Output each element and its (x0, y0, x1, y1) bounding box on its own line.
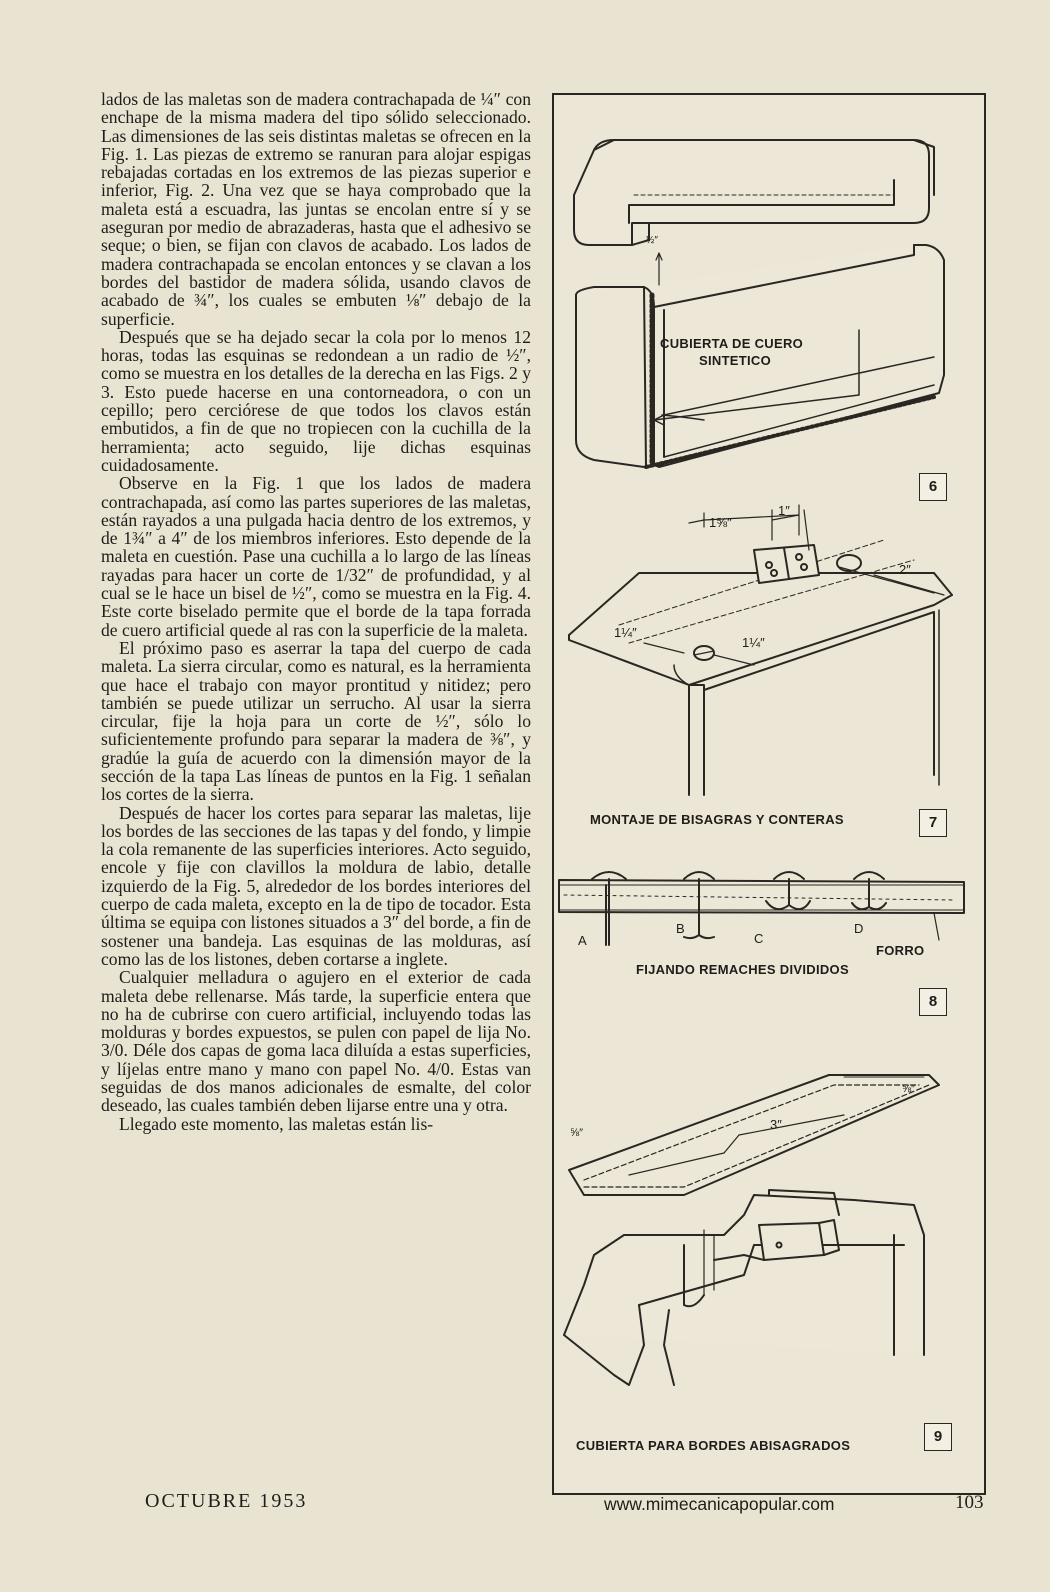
fig8-number-badge: 8 (919, 988, 947, 1016)
fig8-caption: FIJANDO REMACHES DIVIDIDOS (636, 962, 849, 977)
page-number: 103 (955, 1492, 984, 1513)
fig7-dim-1-5-8: 1⅝″ (709, 515, 732, 530)
article-paragraph: El próximo paso es aserrar la tapa del cuerpo de cada maleta. La sierra circular, como es natural, es la herramienta que hace el trabajo con mayor prontitud y nitidez; pero también se puede utilizar un serrucho. Al usar la sierra circular, fije la hoja para un corte de ½″, sólo lo suficientemente profundo para separar la madera de ⅜″, y gradúe la guía de acuerdo con la dimensión mayor de la sección de la tapa Las líneas de puntos en la Fig. 1 señalan los cortes de la sierra. (101, 637, 531, 805)
fig9-drawing (564, 1075, 939, 1385)
issue-date: OCTUBRE 1953 (145, 1490, 308, 1512)
fig9-caption: CUBIERTA PARA BORDES ABISAGRADOS (576, 1438, 851, 1453)
fig7-dim-1-1-4-left: 1¼″ (614, 625, 637, 640)
site-url[interactable]: www.mimecanicapopular.com (604, 1494, 835, 1514)
fig8-label-b: B (676, 921, 685, 936)
fig6-drawing (574, 140, 944, 467)
article-paragraph: Llegado este momento, las maletas están lis- (119, 1113, 434, 1134)
figures-illustration (554, 95, 984, 1493)
article-paragraph: Después de hacer los cortes para separar las maletas, lije los bordes de las secciones de las tapas y del fondo, y limpie la cola remanente de las superficies interiores. Acto seguido, encole y fije con clavillos la moldura de labio, detalle izquierdo de la Fig. 5, alrededor de los bordes interiores del cuerpo de cada maleta, excepto en la de tipo de tocador. Esta última se equipa con listones situados a 3″ del borde, a fin de sostener una bandeja. Las esquinas de las molduras, así como las de los listones, deben cortarse a inglete. (101, 802, 531, 969)
fig8-label-a: A (578, 933, 587, 948)
fig8-forro-label: FORRO (876, 943, 925, 958)
fig6-number-badge: 6 (919, 473, 947, 501)
fig7-caption: MONTAJE DE BISAGRAS Y CONTERAS (590, 812, 844, 827)
fig9-dim-3: 3″ (770, 1117, 782, 1132)
fig7-dim-1-1-4-right: 1¼″ (742, 635, 765, 650)
article-paragraph: Cualquier melladura o agujero en el exterior de cada maleta debe rellenarse. Más tarde, la superficie entera que no ha de cubrirse con cuero artificial, incluyendo todas las molduras y bordes expuestos, se pulen con papel de lija No. 3/0. Déle dos capas de goma laca diluída a estas superficies, y líjelas entre mano y mano con papel No. 4/0. Estas van seguidas de dos manos adicionales de esmalte, del color deseado, las cuales también deben lijarse entre una y otra. (101, 967, 531, 1116)
fig9-dim-5-8-left: ⅝″ (570, 1127, 584, 1139)
figures-panel (552, 93, 986, 1495)
fig8-label-d: D (854, 921, 864, 936)
fig7-dim-2: 2″ (899, 562, 911, 577)
fig9-dim-5-8-right: ⅝″ (902, 1083, 916, 1095)
article-paragraph: Después que se ha dejado secar la cola por lo menos 12 horas, todas las esquinas se redondean a un radio de ½″, como se muestra en los detalles de la derecha en las Figs. 2 y 3. Esto puede hacerse en una contorneadora, o con un cepillo; pero cerciórese de que todos los clavos están embutidos, a fin de que no tropiecen con la cuchilla de la herramienta; acto seguido, lije dichas esquinas cuidadosamente. (101, 326, 531, 475)
article-paragraph: Observe en la Fig. 1 que los lados de madera contrachapada, así como las partes superiores de las maletas, están rayados a una pulgada hacia dentro de los extremos, y de 1¾″ a 4″ de los miembros inferiores. Esto depende de la maleta en cuestión. Pase una cuchilla a lo largo de las líneas rayadas para hacer un corte de 1/32″ de profundidad, y al cual se le hace un bisel de ½″, como se muestra en la Fig. 4. Este corte biselado permite que el borde de la tapa forrada de cuero artificial quede al ras con la superficie de la maleta. (101, 473, 531, 640)
fig8-label-c: C (754, 931, 764, 946)
fig6-half-inch-label: ½″ (646, 235, 658, 246)
fig9-number-badge: 9 (924, 1423, 952, 1451)
fig6-callout-line1: CUBIERTA DE CUERO (660, 336, 804, 351)
article-paragraph: lados de las maletas son de madera contrachapada de ¼″ con enchape de la misma madera del tipo sólido seleccionado. Las dimensiones de las seis distintas maletas se ofrecen en la Fig. 1. Las piezas de extremo se ranuran para alojar espigas rebajadas cortadas en los extremos de las piezas superior e inferior, Fig. 2. Una vez que se haya comprobado que la maleta está a escuadra, las juntas se encolan entre sí y se aseguran por medio de abrazaderas, hasta que el adhesivo se seque; o bien, se fijan con clavos de acabado. Los lados de madera contrachapada se encolan entonces y se clavan a los bordes del bastidor de madera sólida, usando clavos de acabado de ¾″, los cuales se embuten ⅛″ debajo de la superficie. (101, 89, 531, 329)
fig7-number-badge: 7 (919, 809, 947, 837)
article-text-column (101, 90, 531, 1133)
fig7-dim-1: 1″ (778, 503, 790, 518)
fig6-callout-line2: SINTETICO (699, 353, 772, 368)
fig7-drawing (569, 505, 952, 795)
